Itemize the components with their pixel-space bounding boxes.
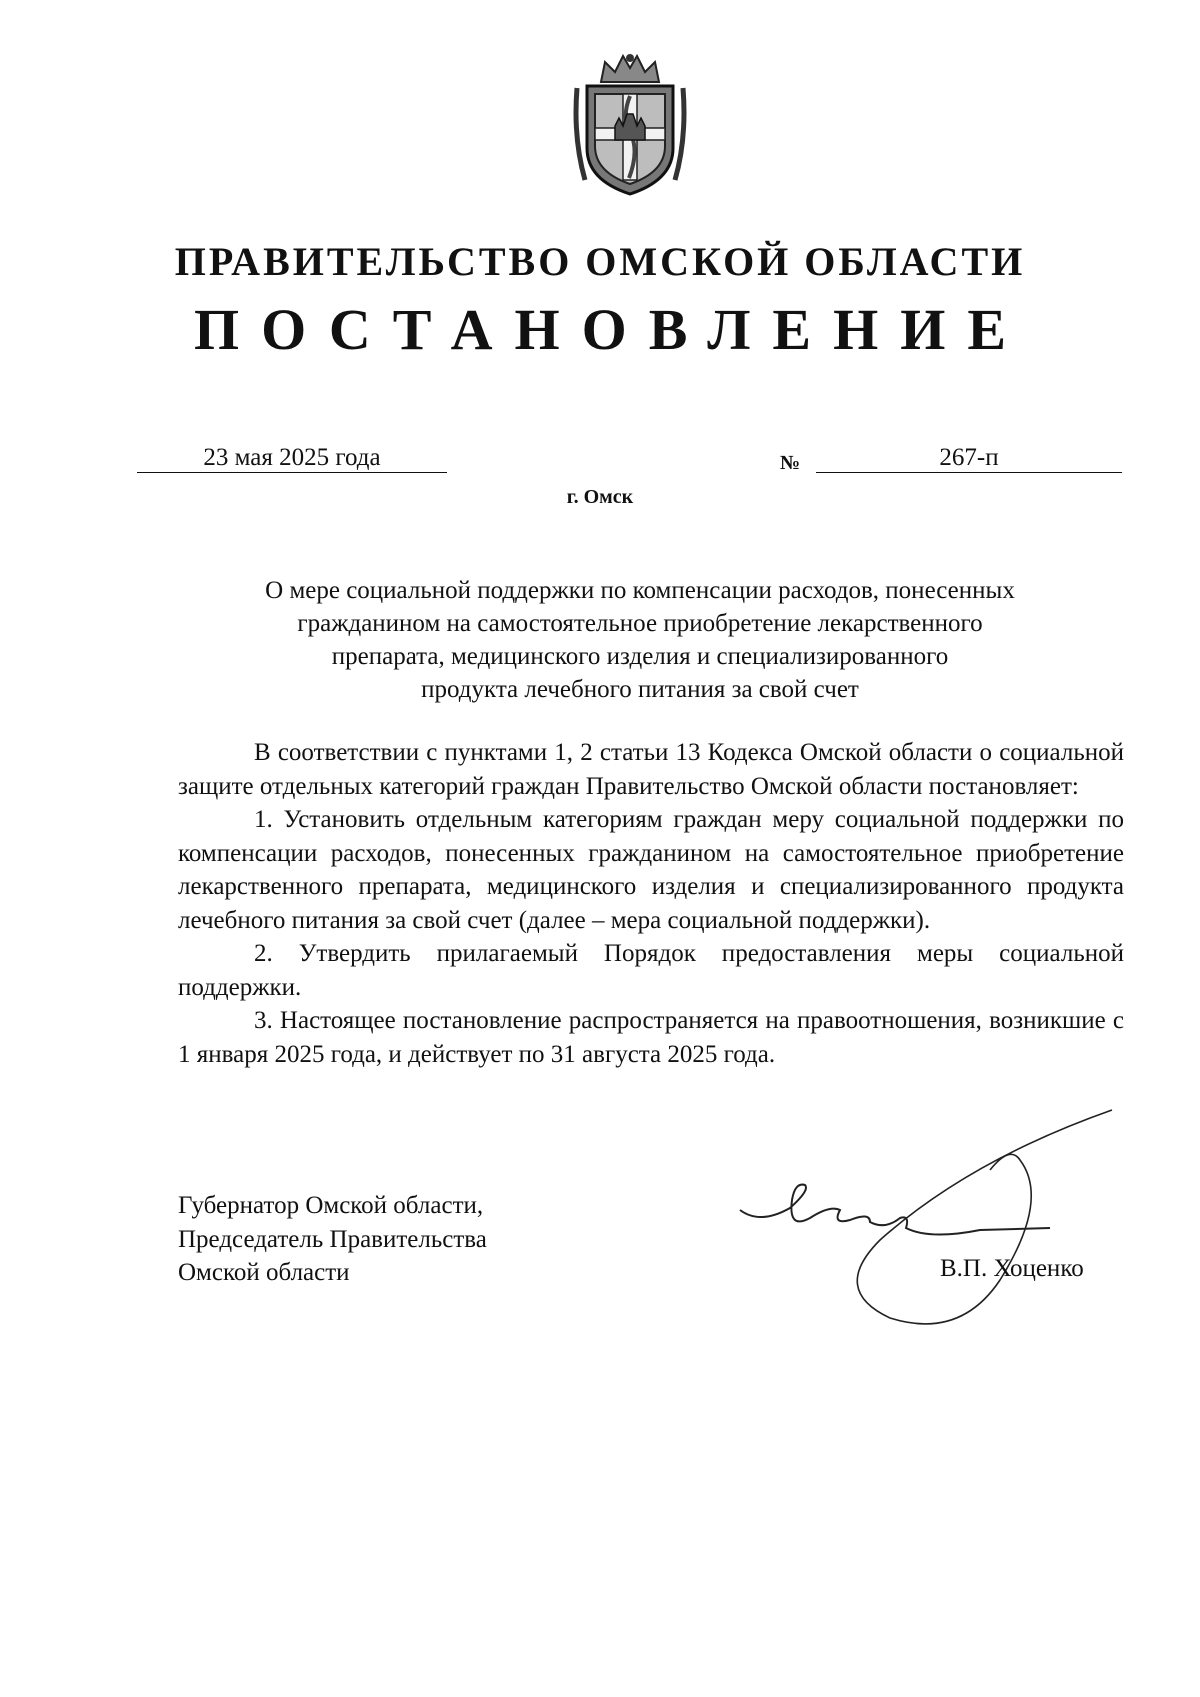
document-type-heading: ПОСТАНОВЛЕНИЕ	[193, 297, 1029, 362]
document-title	[200, 574, 1080, 706]
signer-position-line: Председатель Правительства	[178, 1225, 487, 1253]
title-line: гражданином на самостоятельное приобретение лекарственного	[297, 610, 983, 637]
body-paragraph-2: 2. Утвердить прилагаемый Порядок предоставления меры социальной поддержки.	[178, 940, 1124, 1001]
handwritten-signature	[720, 1090, 1140, 1340]
signer-position-line: Губернатор Омской области,	[178, 1192, 484, 1219]
title-line: препарата, медицинского изделия и специализированного	[331, 643, 949, 670]
document-number: 267-п	[816, 444, 1122, 473]
title-line: О мере социальной поддержки по компенсации расходов, понесенных	[265, 577, 1015, 604]
number-label: №	[780, 452, 801, 474]
emblem	[571, 48, 689, 198]
body-paragraph-preamble: В соответствии с пунктами 1, 2 статьи 13 Кодекса Омской области о социальной защите отдельных категорий граждан Правительство Омской области постановляет:	[178, 739, 1124, 800]
organization-title: ПРАВИТЕЛЬСТВО ОМСКОЙ ОБЛАСТИ	[174, 239, 1026, 284]
omsk-coat-of-arms-icon	[571, 48, 689, 198]
signer-name: В.П. Хоценко	[940, 1255, 1084, 1282]
title-line: продукта лечебного питания за свой счет	[421, 676, 859, 703]
document-body	[178, 736, 1124, 1071]
body-paragraph-1: 1. Установить отдельным категориям граждан меру социальной поддержки по компенсации расходов, понесенных гражданином на самостоятельное приобретение лекарственного препарата, медицинского изделия и специализированного продукта лечебного питания за свой счет (далее – мера социальной поддержки).	[178, 806, 1124, 934]
city: г. Омск	[566, 486, 634, 508]
signer-position	[178, 1189, 487, 1290]
signer-position-line: Омской области	[178, 1259, 350, 1286]
body-paragraph-3: 3. Настоящее постановление распространяется на правоотношения, возникшие с 1 января 2025 года, и действует по 31 августа 2025 года.	[178, 1007, 1124, 1068]
document-date: 23 мая 2025 года	[137, 444, 447, 473]
